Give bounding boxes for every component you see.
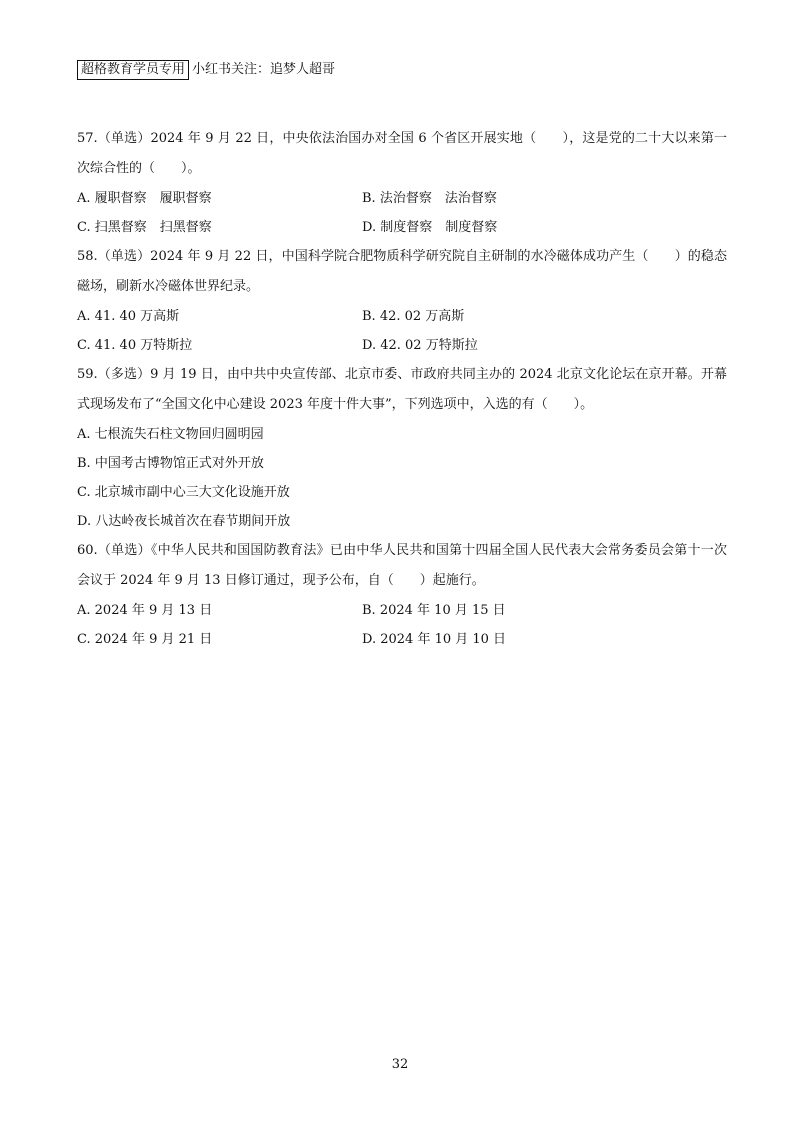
option-a: A. 履职督察 履职督察 [77,191,212,206]
header-tag: 超格教育学员专用 [77,60,189,80]
question-text: 57.（单选）2024 年 9 月 22 日，中央依法治国办对全国 6 个省区开展实地（ ），这是党的二十大以来第一次综合性的（ ）。 [77,131,727,176]
option-c: C. 2024 年 9 月 21 日 [77,632,213,647]
option-d: D. 八达岭夜长城首次在春节期间开放 [77,514,291,529]
option-c: C. 扫黑督察 扫黑督察 [77,220,212,235]
option-b: B. 2024 年 10 月 15 日 [362,603,506,618]
question-58 [77,242,727,360]
question-list [77,124,727,654]
question-text: 60.（单选）《中华人民共和国国防教育法》已由中华人民共和国第十四届全国人民代表大会常务委员会第十一次会议于 2024 年 9 月 13 日修订通过，现予公布，自（ ）起施行。 [77,543,727,588]
option-row [77,213,727,242]
option-c: C. 北京城市副中心三大文化设施开放 [77,485,290,500]
option-b: B. 42. 02 万高斯 [362,309,465,324]
page-number: 32 [391,1057,409,1072]
header-note: 小红书关注：追梦人超哥 [192,62,336,77]
option-row [77,625,727,654]
option-d: D. 2024 年 10 月 10 日 [362,632,507,647]
question-57 [77,124,727,242]
option-row [77,184,727,213]
option-d: D. 制度督察 制度督察 [362,220,498,235]
option-a: A. 41. 40 万高斯 [77,309,180,324]
option-d: D. 42. 02 万特斯拉 [362,338,478,353]
question-text: 59.（多选）9 月 19 日，由中共中央宣传部、北京市委、市政府共同主办的 2024 北京文化论坛在京开幕。开幕式现场发布了“全国文化中心建设 2023 年度十件大事”，下列选项中，入选的有（ ）。 [77,367,727,412]
option-row [77,331,727,360]
option-column [77,420,727,536]
question-59 [77,360,727,536]
option-row [77,302,727,331]
option-b: B. 中国考古博物馆正式对外开放 [77,456,264,471]
option-a: A. 七根流失石柱文物回归圆明园 [77,427,264,442]
option-a: A. 2024 年 9 月 13 日 [77,603,213,618]
option-c: C. 41. 40 万特斯拉 [77,338,193,353]
question-text: 58.（单选）2024 年 9 月 22 日，中国科学院合肥物质科学研究院自主研制的水冷磁体成功产生（ ）的稳态磁场，刷新水冷磁体世界纪录。 [77,249,727,294]
question-60 [77,536,727,654]
option-b: B. 法治督察 法治督察 [362,191,497,206]
option-row [77,596,727,625]
page-header [77,60,335,80]
